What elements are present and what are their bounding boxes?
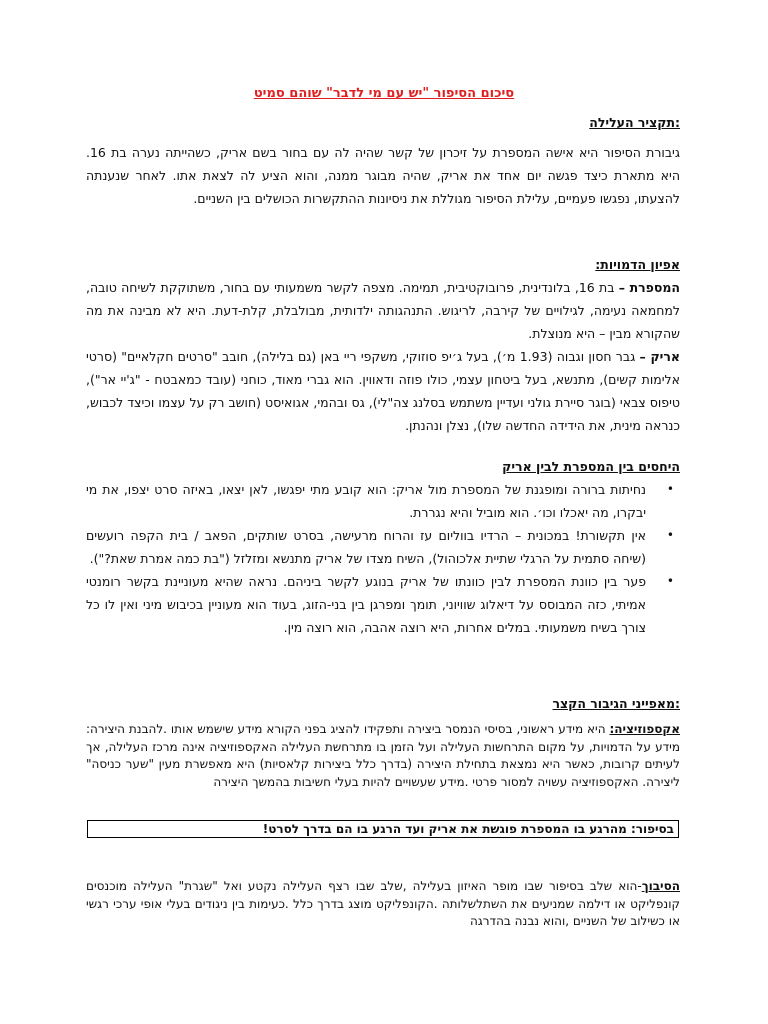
exposition-term: אקספוזיציה:	[609, 722, 680, 736]
boxed-note: בסיפור: מהרגע בו המספרת פוגשת את אריק ועד הרגע בו הם בדרך לסרט!	[87, 820, 679, 838]
plot-summary-text: גיבורת הסיפור היא אישה המספרת על זיכרון של קשר שהיה לה עם בחור בשם אריק, כשהייתה נערה בת 16. היא מתארת כיצד פגשה יום אחד את אריק, שהיה מבוגר ממנה, והוא הציע לה לצאת אתו. לאחר שנענתה להצעתו, נפגשו פעמיים, עלילת הסיפור מגוללת את ניסיונות ההתקשרות הכושלים בין השניים.	[86, 145, 680, 206]
complication-text: -הוא שלב בסיפור שבו מופר האיזון בעלילה ,שלב שבו רצף העלילה נקטע ואל "שגרת" העלילה מוכנסים קונפליקט או דילמה שמניעים את השתלשלותה .הקונפליקט מוצג בדרך כלל .כעימות בין ניגודים בעלי אופי ערכי רגשי או כשילוב של השניים ,והוא נבנה בהדרגה	[86, 879, 680, 928]
arik-description	[86, 345, 680, 437]
bullet-icon: •	[666, 482, 674, 496]
exposition-text: היא מידע ראשוני, בסיסי הנמסר ביצירה ותפקידו להציג בפני הקורא מידע שישמש אותו .להבנת היצירה: מידע על הדמויות, על מקום התרחשות העלילה ועל הזמן בו מתרחשת העלילה האקספוזיציה אינה מרכז העלילה, אך לעיתים קרובות, כאשר היא נמצאת בתחילת היצירה (בדרך כלל ביצירות קלאסיות) היא מאפשרת מעין "שער כניסה" ליצירה. האקספוזיציה עשויה למסור פרטי .מידע שעשויים להיות בעלי חשיבות בהמשך היצירה	[86, 722, 680, 789]
complication-section	[86, 878, 680, 931]
narrator-description	[86, 276, 680, 345]
list-item	[86, 478, 680, 524]
complication-term: הסיבוך	[641, 879, 680, 893]
list-item	[86, 524, 680, 570]
list-item	[86, 570, 680, 639]
list-item-text: אין תקשורת! במכונית – הרדיו בווליום עז והרוח מרעישה, בסרט שותקים, הפאב / בית הקפה רועשים (שיחה סתמית על הרגלי שתיית אלכוהול), השיח מצדו של אריק מתנשא ומזלזל ("בת כמה אמרת שאת?").	[86, 528, 646, 566]
characters-heading: אפיון הדמויות:	[595, 257, 680, 272]
relationship-heading: היחסים בין המספרת לבין אריק	[502, 459, 680, 474]
list-item-text: נחיתות ברורה ומופגנת של המספרת מול אריק: הוא קובע מתי יפגשו, לאן יצאו, באיזה סרט יצפו, את מי יבקרו, מה יאכלו וכו׳. הוא מוביל והיא נגררת.	[86, 482, 646, 520]
bullet-icon: •	[666, 528, 674, 542]
document-title: סיכום הסיפור "יש עם מי לדבר" שוהם סמיט	[253, 86, 515, 101]
plot-summary-heading: :תקציר העלילה	[589, 115, 680, 130]
list-item-text: פער בין כוונת המספרת לבין כוונתו של אריק בנוגע לקשר ביניהם. נראה שהיא מעוניינת בקשר רומנטי אמיתי, כזה המבוסס על דיאלוג שוויוני, תומך ומפרגן בין בני-הזוג, בעוד הוא מעוניין בכיבוש מיני ואין לו כל צורך בשיח משמעותי. במלים אחרות, היא רוצה אהבה, הוא רוצה מין.	[86, 574, 646, 635]
relationship-list	[86, 478, 680, 639]
plot-summary-section	[86, 111, 680, 210]
plot-structure-section	[86, 692, 680, 791]
relationship-section	[86, 455, 680, 639]
arik-text: גבר חסון וגבוה (1.93 מ׳), בעל ג׳יפ סוזוקי, משקפי ריי באן (גם בלילה), חובב "סרטים חקלאיים" (סרטי אלימות קשים), מתנשא, בעל ביטחון עצמי, כולו פוזה ודאווין. הוא גברי מאוד, כוחני (עובד כמאבטח - "ג'יי אר"), טיפוס צבאי (בוגר סיירת גולני ועדיין משתמש בסלנג צה"לי), גס ובהמי, אגואיסט (חושב רק על עצמו וכיצד לכבוש, כנראה מינית, את הידידה החדשה שלו), נצלן ונהנתן.	[86, 349, 680, 433]
complication-paragraph	[86, 878, 680, 931]
narrator-text: בת 16, בלונדינית, פרובוקטיבית, תמימה. מצפה לקשר משמעותי עם בחור, משתוקקת לשיחה טובה, למחמאה נעימה, לגילויים של קירבה, לריגוש. התנהגותה ילדותית, מבולבלת, קלת-דעת. היא לא מבינה את מה שהקורא מבין – היא מנוצלת.	[86, 280, 680, 341]
arik-term: אריק –	[639, 349, 680, 364]
exposition-paragraph	[86, 721, 680, 791]
narrator-term: המספרת –	[618, 280, 681, 295]
plot-structure-heading: :מאפייני הגיבור הקצר	[552, 696, 680, 711]
bullet-icon: •	[666, 574, 674, 588]
characters-section	[86, 253, 680, 437]
